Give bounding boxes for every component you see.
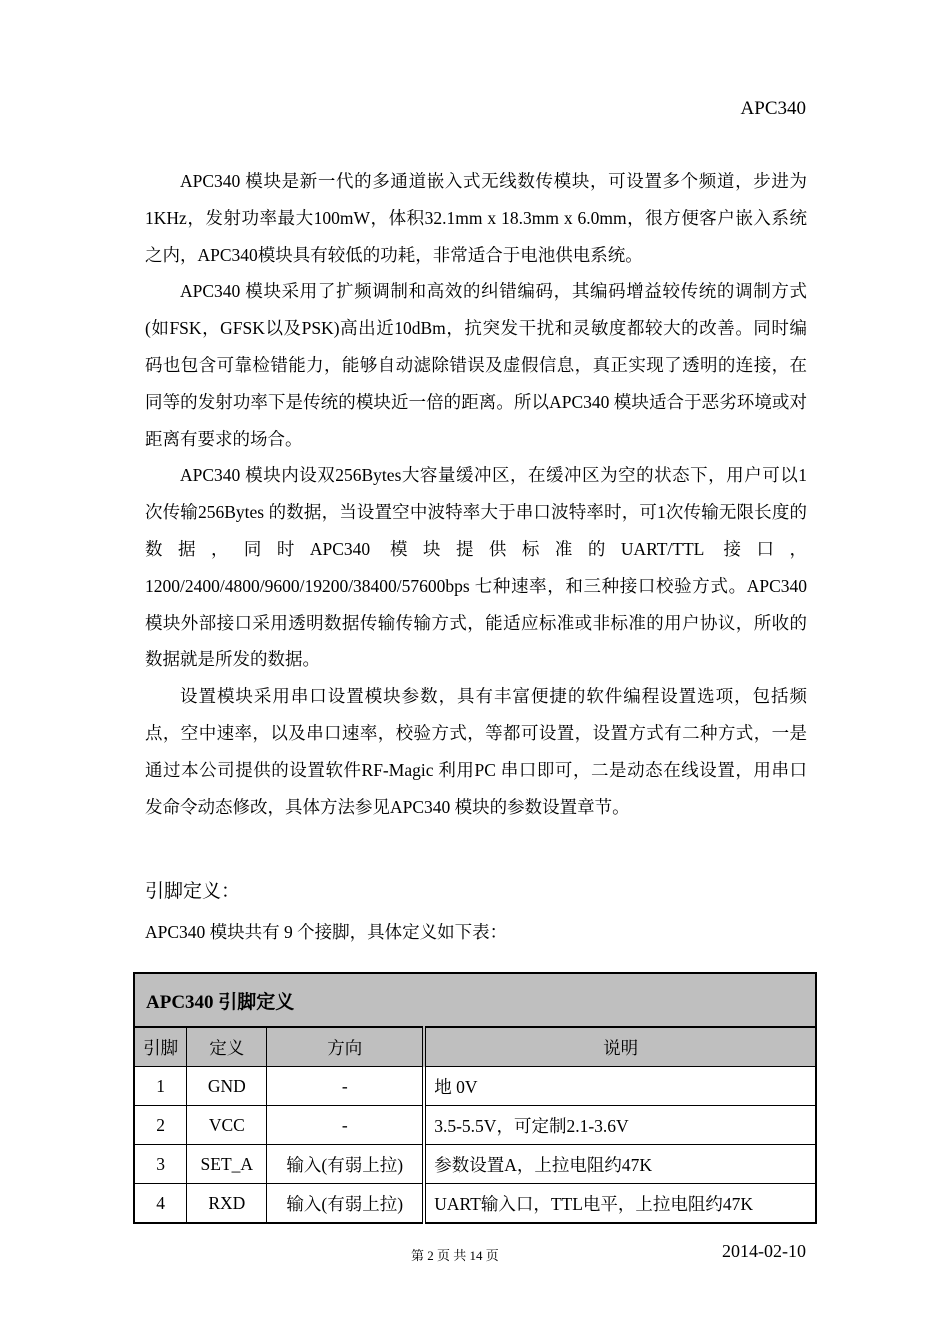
header-direction: 方向 [267, 1027, 424, 1067]
pin-direction: - [267, 1106, 424, 1145]
table-intro: APC340 模块共有 9 个接脚，具体定义如下表： [145, 922, 508, 942]
table-title: APC340 引脚定义 [134, 973, 816, 1027]
pin-number: 4 [134, 1184, 187, 1224]
pin-description: 3.5-5.5V，可定制2.1-3.6V [424, 1106, 816, 1145]
pin-direction: 输入(有弱上拉) [267, 1145, 424, 1184]
body-text [145, 163, 807, 825]
table-header-row [134, 1027, 816, 1067]
footer-date: 2014-02-10 [722, 1241, 806, 1261]
pin-definition: SET_A [187, 1145, 267, 1184]
header-title: APC340 [740, 98, 806, 119]
pin-definition: RXD [187, 1184, 267, 1224]
table-row [134, 1145, 816, 1184]
table-title-row [134, 973, 816, 1027]
pin-description: 地 0V [424, 1067, 816, 1106]
pin-number: 2 [134, 1106, 187, 1145]
footer-page-number: 第 2 页 共 14 页 [411, 1248, 499, 1263]
pin-definition-table [133, 972, 817, 1224]
paragraph-intro: APC340 模块是新一代的多通道嵌入式无线数传模块，可设置多个频道，步进为1KHz，发射功率最大100mW，体积32.1mm x 18.3mm x 6.0mm，很方便客户嵌入系统之内，APC340模块具有较低的功耗，非常适合于电池供电系统。 [145, 171, 807, 265]
header-description: 说明 [424, 1027, 816, 1067]
pin-direction: - [267, 1067, 424, 1106]
pin-description: UART输入口，TTL电平，上拉电阻约47K [424, 1184, 816, 1224]
pin-description: 参数设置A，上拉电阻约47K [424, 1145, 816, 1184]
header-pin: 引脚 [134, 1027, 187, 1067]
paragraph-settings: 设置模块采用串口设置模块参数，具有丰富便捷的软件编程设置选项，包括频点，空中速率，以及串口速率，校验方式，等都可设置，设置方式有二种方式，一是通过本公司提供的设置软件RF-Magic 利用PC 串口即可，二是动态在线设置，用串口发命令动态修改，具体方法参见APC340 模块的参数设置章节。 [145, 686, 807, 817]
table-row [134, 1184, 816, 1224]
paragraph-modulation: APC340 模块采用了扩频调制和高效的纠错编码，其编码增益较传统的调制方式(如FSK，GFSK以及PSK)高出近10dBm，抗突发干扰和灵敏度都较大的改善。同时编码也包含可靠检错能力，能够自动滤除错误及虚假信息，真正实现了透明的连接，在同等的发射功率下是传统的模块近一倍的距离。所以APC340 模块适合于恶劣环境或对距离有要求的场合。 [145, 281, 807, 449]
pin-definition: VCC [187, 1106, 267, 1145]
pin-number: 1 [134, 1067, 187, 1106]
table-row [134, 1067, 816, 1106]
pin-direction: 输入(有弱上拉) [267, 1184, 424, 1224]
header-definition: 定义 [187, 1027, 267, 1067]
pin-definition: GND [187, 1067, 267, 1106]
paragraph-buffer: APC340 模块内设双256Bytes大容量缓冲区，在缓冲区为空的状态下，用户可以1 次传输256Bytes 的数据，当设置空中波特率大于串口波特率时，可1次传输无限长度的数据，同时APC340 模块提供标准的UART/TTL 接口，1200/2400/4800/9600/19200/38400/57600bps 七种速率，和三种接口校验方式。APC340模块外部接口采用透明数据传输传输方式，能适应标准或非标准的用户协议，所收的数据就是所发的数据。 [145, 465, 807, 670]
section-heading: 引脚定义： [145, 880, 241, 902]
pin-number: 3 [134, 1145, 187, 1184]
table-row [134, 1106, 816, 1145]
